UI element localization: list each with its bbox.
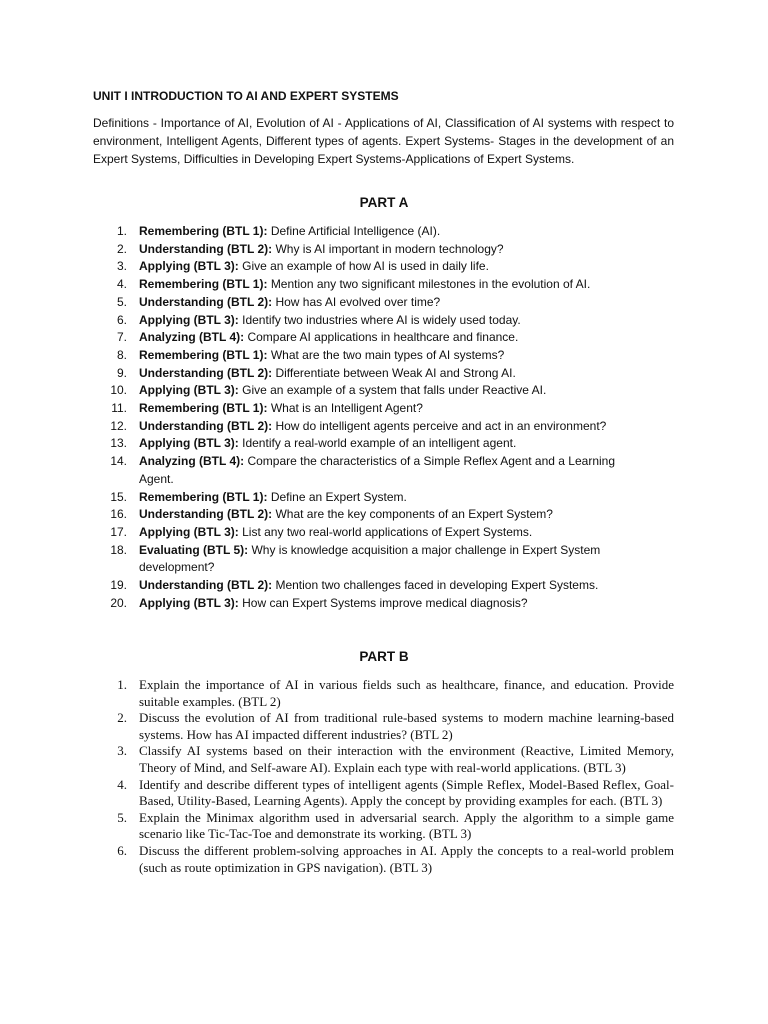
bloom-level-label: Understanding (BTL 2): xyxy=(139,507,273,522)
question-text: Define Artificial Intelligence (AI). xyxy=(270,224,441,238)
bloom-level-label: Understanding (BTL 2): xyxy=(139,241,273,256)
question-text: What is an Intelligent Agent? xyxy=(270,401,423,416)
question-number: 1. xyxy=(116,224,127,238)
part-a-question xyxy=(0,418,649,436)
part-a-question xyxy=(0,382,649,400)
part-a-question xyxy=(0,506,649,524)
part-a-question xyxy=(0,258,649,276)
question-text: Why is AI important in modern technology? xyxy=(275,241,504,256)
part-a-question xyxy=(0,312,649,330)
question-text: Compare the characteristics of a Simple Reflex Agent and a Learning Agent. xyxy=(139,454,616,486)
bloom-level-label: Applying (BTL 3): xyxy=(139,259,239,274)
question-number: 5. xyxy=(116,294,127,309)
question-text: Identify and describe different types of intelligent agents (Simple Reflex, Model-Based Reflex, Goal-Based, Utility-Based, Learning Agents). Apply the concept by providing examples for each. (BTL 3) xyxy=(139,776,674,809)
part-a-question xyxy=(0,241,649,259)
part-a-question-list xyxy=(0,223,649,612)
question-text: Classify AI systems based on their interaction with the environment (Reactive, Limited Memory, Theory of Mind, and Self-aware AI). Explain each type with real-world applications. (BTL 3) xyxy=(139,743,674,775)
bloom-level-label: Remembering (BTL 1): xyxy=(139,224,268,238)
question-number: 15. xyxy=(110,489,127,504)
question-number: 13. xyxy=(110,436,127,451)
part-a-question xyxy=(0,577,649,595)
question-text: Identify two industries where AI is widely used today. xyxy=(242,312,521,327)
part-b-question xyxy=(0,743,674,776)
part-a-question xyxy=(0,365,649,383)
question-text: Explain the importance of AI in various fields such as healthcare, finance, and education. Provide suitable examples. (BTL 2) xyxy=(139,677,674,709)
question-number: 8. xyxy=(116,347,127,362)
part-b-question xyxy=(0,843,674,876)
question-number: 17. xyxy=(110,524,127,539)
question-text: Compare AI applications in healthcare and finance. xyxy=(247,330,519,345)
part-a-question xyxy=(0,276,649,294)
part-a-question xyxy=(0,595,649,613)
question-number: 6. xyxy=(117,842,127,858)
question-text: How do intelligent agents perceive and act in an environment? xyxy=(275,418,607,433)
question-text: Mention any two significant milestones in the evolution of AI. xyxy=(270,277,591,292)
part-b-question xyxy=(0,710,674,743)
bloom-level-label: Understanding (BTL 2): xyxy=(139,365,273,380)
bloom-level-label: Understanding (BTL 2): xyxy=(139,418,273,433)
question-number: 1. xyxy=(117,677,127,692)
part-a-question xyxy=(0,453,649,488)
question-number: 3. xyxy=(117,743,127,759)
question-number: 16. xyxy=(110,507,127,522)
part-b-heading: PART B xyxy=(359,649,409,664)
bloom-level-label: Evaluating (BTL 5): xyxy=(139,542,249,557)
part-a-question xyxy=(0,294,649,312)
part-b-question xyxy=(0,777,674,810)
part-a-question xyxy=(0,400,649,418)
bloom-level-label: Analyzing (BTL 4): xyxy=(139,454,245,469)
bloom-level-label: Remembering (BTL 1): xyxy=(139,489,268,504)
bloom-level-label: Remembering (BTL 1): xyxy=(139,401,268,416)
bloom-level-label: Applying (BTL 3): xyxy=(139,436,239,451)
question-text: Differentiate between Weak AI and Strong AI. xyxy=(275,365,516,380)
question-number: 3. xyxy=(116,259,127,274)
syllabus-paragraph: Definitions - Importance of AI, Evolution of AI - Applications of AI, Classification of AI systems with respect to environment, Intelligent Agents, Different types of agents. Expert Systems- Stages in the development of an Expert Systems, Difficulties in Developing Expert Systems-Applications of Expert Systems. xyxy=(93,116,674,166)
bloom-level-label: Understanding (BTL 2): xyxy=(139,294,273,309)
part-a-question xyxy=(0,435,649,453)
question-text: Explain the Minimax algorithm used in adversarial search. Apply the algorithm to a simple game scenario like Tic-Tac-Toe and demonstrate its working. (BTL 3) xyxy=(139,809,674,842)
part-b-question xyxy=(0,677,674,710)
question-number: 19. xyxy=(110,578,127,593)
bloom-level-label: Applying (BTL 3): xyxy=(139,383,239,398)
question-number: 2. xyxy=(116,241,127,256)
question-number: 6. xyxy=(116,312,127,327)
question-text: Why is knowledge acquisition a major challenge in Expert System development? xyxy=(139,542,601,575)
part-a-question xyxy=(0,347,649,365)
question-text: Identify a real-world example of an intelligent agent. xyxy=(242,436,517,451)
part-b-question-list xyxy=(0,677,674,876)
question-number: 9. xyxy=(116,365,127,380)
question-text: What are the key components of an Expert System? xyxy=(275,507,553,522)
question-number: 4. xyxy=(117,776,127,792)
question-text: What are the two main types of AI systems? xyxy=(270,347,505,362)
bloom-level-label: Applying (BTL 3): xyxy=(139,524,239,539)
part-a-question xyxy=(0,489,649,507)
unit-title: UNIT I INTRODUCTION TO AI AND EXPERT SYSTEMS xyxy=(93,89,399,103)
question-number: 4. xyxy=(116,277,127,292)
question-text: Discuss the evolution of AI from traditional rule-based systems to modern machine learning-based systems. How has AI impacted different industries? (BTL 2) xyxy=(139,710,674,742)
question-text: Give an example of how AI is used in daily life. xyxy=(242,259,489,274)
bloom-level-label: Analyzing (BTL 4): xyxy=(139,330,245,345)
question-text: Give an example of a system that falls under Reactive AI. xyxy=(242,383,547,398)
question-text: Discuss the different problem-solving approaches in AI. Apply the concepts to a real-world problem (such as route optimization in GPS navigation). (BTL 3) xyxy=(139,842,674,875)
question-number: 10. xyxy=(110,383,127,398)
question-number: 18. xyxy=(110,542,127,557)
question-number: 5. xyxy=(117,809,127,825)
question-number: 7. xyxy=(116,330,127,345)
bloom-level-label: Applying (BTL 3): xyxy=(139,312,239,327)
bloom-level-label: Applying (BTL 3): xyxy=(139,595,239,610)
bloom-level-label: Remembering (BTL 1): xyxy=(139,347,268,362)
question-number: 2. xyxy=(117,710,127,726)
question-text: How has AI evolved over time? xyxy=(275,294,441,309)
question-number: 14. xyxy=(110,454,127,469)
question-text: Mention two challenges faced in developing Expert Systems. xyxy=(275,578,599,593)
part-a-question xyxy=(0,223,649,241)
question-number: 12. xyxy=(110,418,127,433)
bloom-level-label: Understanding (BTL 2): xyxy=(139,578,273,593)
part-b-question xyxy=(0,810,674,843)
question-text: List any two real-world applications of Expert Systems. xyxy=(242,524,533,539)
question-text: Define an Expert System. xyxy=(270,489,407,504)
bloom-level-label: Remembering (BTL 1): xyxy=(139,277,268,292)
question-number: 20. xyxy=(110,595,127,610)
question-text: How can Expert Systems improve medical diagnosis? xyxy=(242,595,528,610)
part-a-heading: PART A xyxy=(359,195,409,210)
question-number: 11. xyxy=(111,401,127,416)
part-a-question xyxy=(0,329,649,347)
part-a-question xyxy=(0,542,649,577)
part-a-question xyxy=(0,524,649,542)
